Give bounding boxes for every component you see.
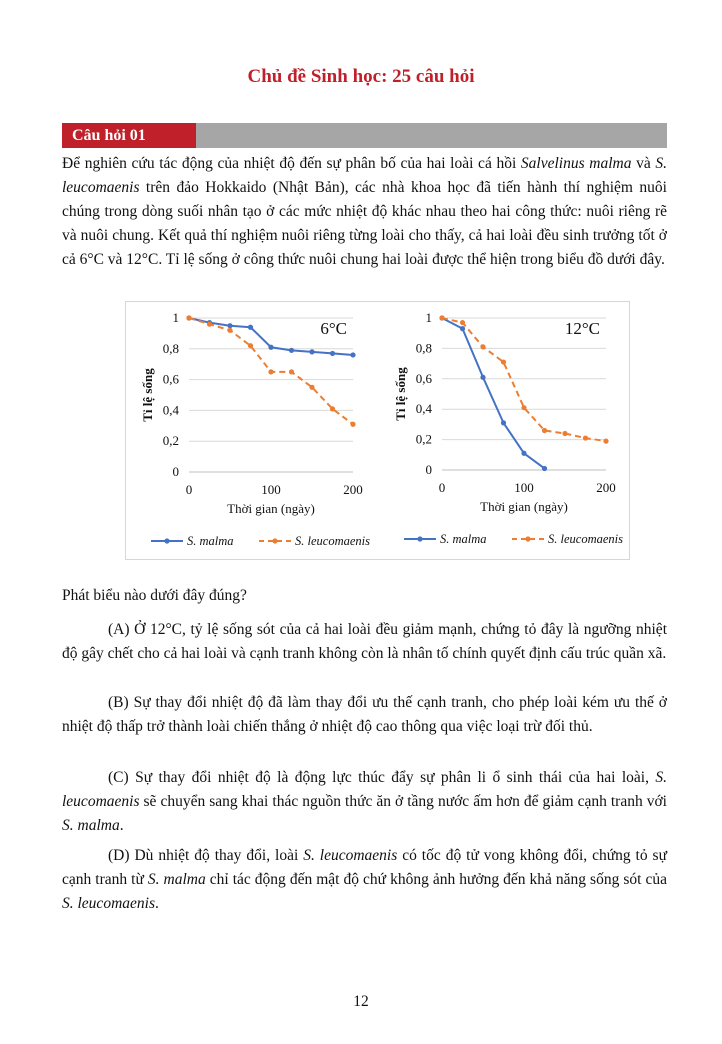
legend-marker-malma bbox=[164, 538, 169, 543]
x-tick-label: 100 bbox=[261, 482, 281, 497]
question-header-bar bbox=[62, 123, 667, 148]
data-point-malma bbox=[350, 352, 355, 357]
data-point-malma bbox=[501, 420, 506, 425]
text-run: và bbox=[631, 155, 656, 172]
chart-title: 12°C bbox=[564, 319, 600, 338]
data-point-leucomaenis bbox=[268, 369, 273, 374]
y-tick-label: 0,6 bbox=[162, 371, 179, 387]
y-tick-label: 0 bbox=[172, 464, 179, 479]
data-point-malma bbox=[460, 326, 465, 331]
data-point-leucomaenis bbox=[330, 406, 335, 411]
species-name: S. malma bbox=[147, 871, 206, 888]
data-point-leucomaenis bbox=[227, 328, 232, 333]
data-point-leucomaenis bbox=[603, 439, 608, 444]
option-c[interactable] bbox=[62, 766, 667, 838]
data-point-malma bbox=[542, 466, 547, 471]
x-tick-label: 0 bbox=[438, 480, 446, 495]
y-tick-label: 0,2 bbox=[415, 431, 432, 447]
data-point-malma bbox=[268, 345, 273, 350]
species-name: S. malma bbox=[62, 817, 120, 834]
data-point-malma bbox=[309, 349, 314, 354]
data-point-leucomaenis bbox=[501, 359, 506, 364]
data-point-leucomaenis bbox=[521, 405, 526, 410]
data-point-leucomaenis bbox=[350, 422, 355, 427]
legend-marker-leucomaenis bbox=[272, 538, 277, 543]
data-point-malma bbox=[330, 351, 335, 356]
page-number: 12 bbox=[353, 993, 369, 1010]
text-run: sẽ chuyển sang khai thác nguồn thức ăn ở tầng nước ấm hơn để giảm cạnh tranh với bbox=[139, 793, 667, 810]
question-intro bbox=[62, 152, 667, 272]
x-tick-label: 200 bbox=[343, 482, 363, 497]
legend-marker-leucomaenis bbox=[525, 536, 530, 541]
text-run: . bbox=[154, 895, 159, 912]
data-point-leucomaenis bbox=[289, 369, 294, 374]
survival-line-charts bbox=[126, 302, 631, 561]
x-tick-label: 100 bbox=[514, 480, 534, 495]
y-tick-label: 0 bbox=[425, 462, 432, 477]
x-axis-label: Thời gian (ngày) bbox=[227, 501, 315, 516]
data-point-malma bbox=[289, 348, 294, 353]
data-point-malma bbox=[521, 451, 526, 456]
x-tick-label: 200 bbox=[596, 480, 616, 495]
text-run: (D) Dù nhiệt độ thay đổi, loài bbox=[108, 847, 304, 864]
data-point-leucomaenis bbox=[186, 315, 191, 320]
species-name: S. leucomaenis bbox=[303, 847, 398, 864]
question-prompt: Phát biểu nào dưới đây đúng? bbox=[62, 587, 247, 604]
data-point-leucomaenis bbox=[248, 343, 253, 348]
option-d[interactable] bbox=[62, 844, 667, 916]
option-b[interactable] bbox=[62, 691, 667, 739]
text-run: (A) Ở 12°C, tỷ lệ sống sót của cả hai loài đều giảm mạnh, chứng tỏ đây là ngưỡng nhiệt độ gây chết cho cả hai loài và cạnh tranh không còn là nhân tố chính quyết định cấu trúc quần xã. bbox=[62, 621, 667, 662]
y-tick-label: 0,8 bbox=[162, 340, 179, 356]
data-point-leucomaenis bbox=[439, 315, 444, 320]
data-point-leucomaenis bbox=[562, 431, 567, 436]
question-label: Câu hỏi 01 bbox=[62, 123, 196, 148]
data-point-malma bbox=[480, 375, 485, 380]
data-point-leucomaenis bbox=[480, 344, 485, 349]
text-run: trên đảo Hokkaido (Nhật Bản), các nhà khoa học đã tiến hành thí nghiệm nuôi chúng trong dòng suối nhân tạo ở các mức nhiệt độ khác nhau theo hai công thức: nuôi riêng rẽ và nuôi chung. Kết quả thí nghiệm nuôi riêng từng loài cho thấy, cả hai loài đều sinh trưởng tốt ở cả 6°C và 12°C. Tỉ lệ sống ở công thức nuôi chung hai loài được thể hiện trong biểu đồ dưới đây. bbox=[62, 179, 667, 268]
y-tick-label: 1 bbox=[172, 310, 179, 325]
text-run: Để nghiên cứu tác động của nhiệt độ đến sự phân bố của hai loài cá hồi bbox=[62, 155, 521, 172]
y-tick-label: 0,4 bbox=[162, 402, 179, 418]
data-point-leucomaenis bbox=[460, 320, 465, 325]
page-title: Chủ đề Sinh học: 25 câu hỏi bbox=[247, 66, 475, 87]
y-tick-label: 0,6 bbox=[415, 370, 432, 386]
option-a[interactable] bbox=[62, 618, 667, 666]
data-point-leucomaenis bbox=[207, 322, 212, 327]
text-run: . bbox=[119, 817, 124, 834]
survival-chart-figure bbox=[125, 301, 630, 560]
text-run: chỉ tác động đến mật độ chứ không ảnh hưởng đến khả năng sống sót của bbox=[205, 871, 667, 888]
text-run: có tốc độ tử vong không đổi, chứng tỏ sự cạnh tranh từ bbox=[62, 847, 667, 888]
species-name: S. leucomaenis bbox=[62, 895, 155, 912]
y-tick-label: 0,4 bbox=[415, 401, 432, 417]
series-line-malma bbox=[442, 318, 545, 468]
y-tick-label: 0,8 bbox=[415, 340, 432, 356]
data-point-malma bbox=[248, 325, 253, 330]
legend-label-leucomaenis: S. leucomaenis bbox=[548, 532, 623, 546]
data-point-leucomaenis bbox=[309, 385, 314, 390]
y-axis-label: Tỉ lệ sống bbox=[393, 367, 408, 421]
species-name: Salvelinus malma bbox=[520, 155, 632, 172]
y-tick-label: 1 bbox=[425, 310, 432, 325]
data-point-leucomaenis bbox=[542, 428, 547, 433]
text-run: (C) Sự thay đổi nhiệt độ là động lực thúc đẩy sự phân li ổ sinh thái của hai loài, bbox=[108, 769, 656, 786]
legend-marker-malma bbox=[417, 536, 422, 541]
legend-label-malma: S. malma bbox=[187, 534, 234, 548]
legend-label-malma: S. malma bbox=[440, 532, 487, 546]
x-tick-label: 0 bbox=[185, 482, 193, 497]
chart-title: 6°C bbox=[320, 319, 347, 338]
text-run: (B) Sự thay đổi nhiệt độ đã làm thay đổi ưu thế cạnh tranh, cho phép loài kém ưu thế ở nhiệt độ thấp trở thành loài chiến thắng ở nhiệt độ cao thông qua việc loại trừ đối thủ. bbox=[62, 694, 667, 735]
data-point-malma bbox=[227, 323, 232, 328]
legend-label-leucomaenis: S. leucomaenis bbox=[295, 534, 370, 548]
y-tick-label: 0,2 bbox=[162, 433, 179, 449]
y-axis-label: Tỉ lệ sống bbox=[140, 368, 155, 422]
species-name: S. leucomaenis bbox=[62, 769, 667, 810]
species-name: S. leucomaenis bbox=[62, 155, 667, 196]
data-point-leucomaenis bbox=[583, 435, 588, 440]
x-axis-label: Thời gian (ngày) bbox=[480, 499, 568, 514]
